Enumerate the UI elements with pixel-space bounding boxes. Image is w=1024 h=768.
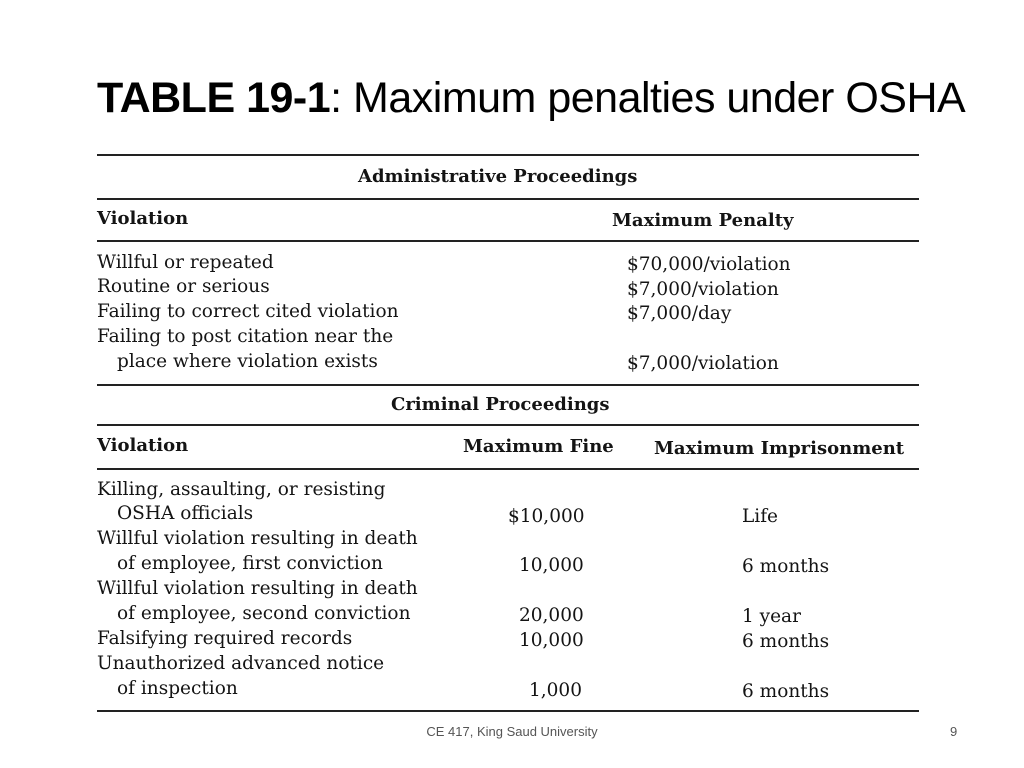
admin-row-4-violation-line1: Failing to post citation near the [97,326,394,347]
criminal-row-2-imprisonment: 6 months [742,556,830,577]
admin-row-1-violation: Willful or repeated [97,252,274,273]
criminal-row-5-imprisonment: 6 months [742,681,830,702]
admin-col-penalty: Maximum Penalty [612,210,794,231]
criminal-row-5-violation-line2: of inspection [117,678,238,699]
criminal-row-4-violation: Falsifying required records [97,628,353,649]
table-rule-admin-header [97,240,919,242]
admin-row-2-penalty: $7,000/violation [627,279,779,300]
table-rule-criminal-header [97,468,919,470]
criminal-row-3-violation-line2: of employee, second conviction [117,603,411,624]
criminal-row-2-fine: 10,000 [519,555,584,576]
table-rule-top [97,154,919,156]
table-rule-bottom [97,710,919,712]
criminal-row-1-fine: $10,000 [508,506,585,527]
criminal-row-1-imprisonment: Life [742,506,778,527]
criminal-section-title: Criminal Proceedings [391,394,610,415]
admin-row-3-violation: Failing to correct cited violation [97,301,399,322]
criminal-row-5-fine: 1,000 [529,680,582,701]
criminal-col-violation: Violation [97,435,189,456]
criminal-row-4-imprisonment: 6 months [742,631,830,652]
admin-row-4-penalty: $7,000/violation [627,353,779,374]
criminal-row-3-imprisonment: 1 year [742,606,801,627]
admin-row-2-violation: Routine or serious [97,276,270,297]
title-table-number: TABLE 19-1 [97,74,331,122]
slide-footer: CE 417, King Saud University [426,724,598,739]
criminal-col-fine: Maximum Fine [463,436,614,457]
criminal-row-3-fine: 20,000 [519,605,584,626]
table-rule-section-break [97,384,919,386]
criminal-row-4-fine: 10,000 [519,630,584,651]
admin-row-3-penalty: $7,000/day [627,303,732,324]
table-rule-criminal-title [97,424,919,426]
criminal-row-1-violation-line2: OSHA officials [117,503,254,524]
criminal-row-2-violation-line2: of employee, first conviction [117,553,383,574]
admin-row-4-violation-line2: place where violation exists [117,351,378,372]
criminal-row-5-violation-line1: Unauthorized advanced notice [97,653,385,674]
criminal-col-imprisonment: Maximum Imprisonment [654,438,905,459]
criminal-row-2-violation-line1: Willful violation resulting in death [97,528,418,549]
admin-section-title: Administrative Proceedings [358,166,638,187]
criminal-row-3-violation-line1: Willful violation resulting in death [97,578,418,599]
admin-col-violation: Violation [97,208,189,229]
table-rule-admin-title [97,198,919,200]
slide-page-number: 9 [950,724,958,739]
admin-row-1-penalty: $70,000/violation [627,254,791,275]
criminal-row-1-violation-line1: Killing, assaulting, or resisting [97,479,386,500]
title-description: : Maximum penalties under OSHA [330,74,966,122]
